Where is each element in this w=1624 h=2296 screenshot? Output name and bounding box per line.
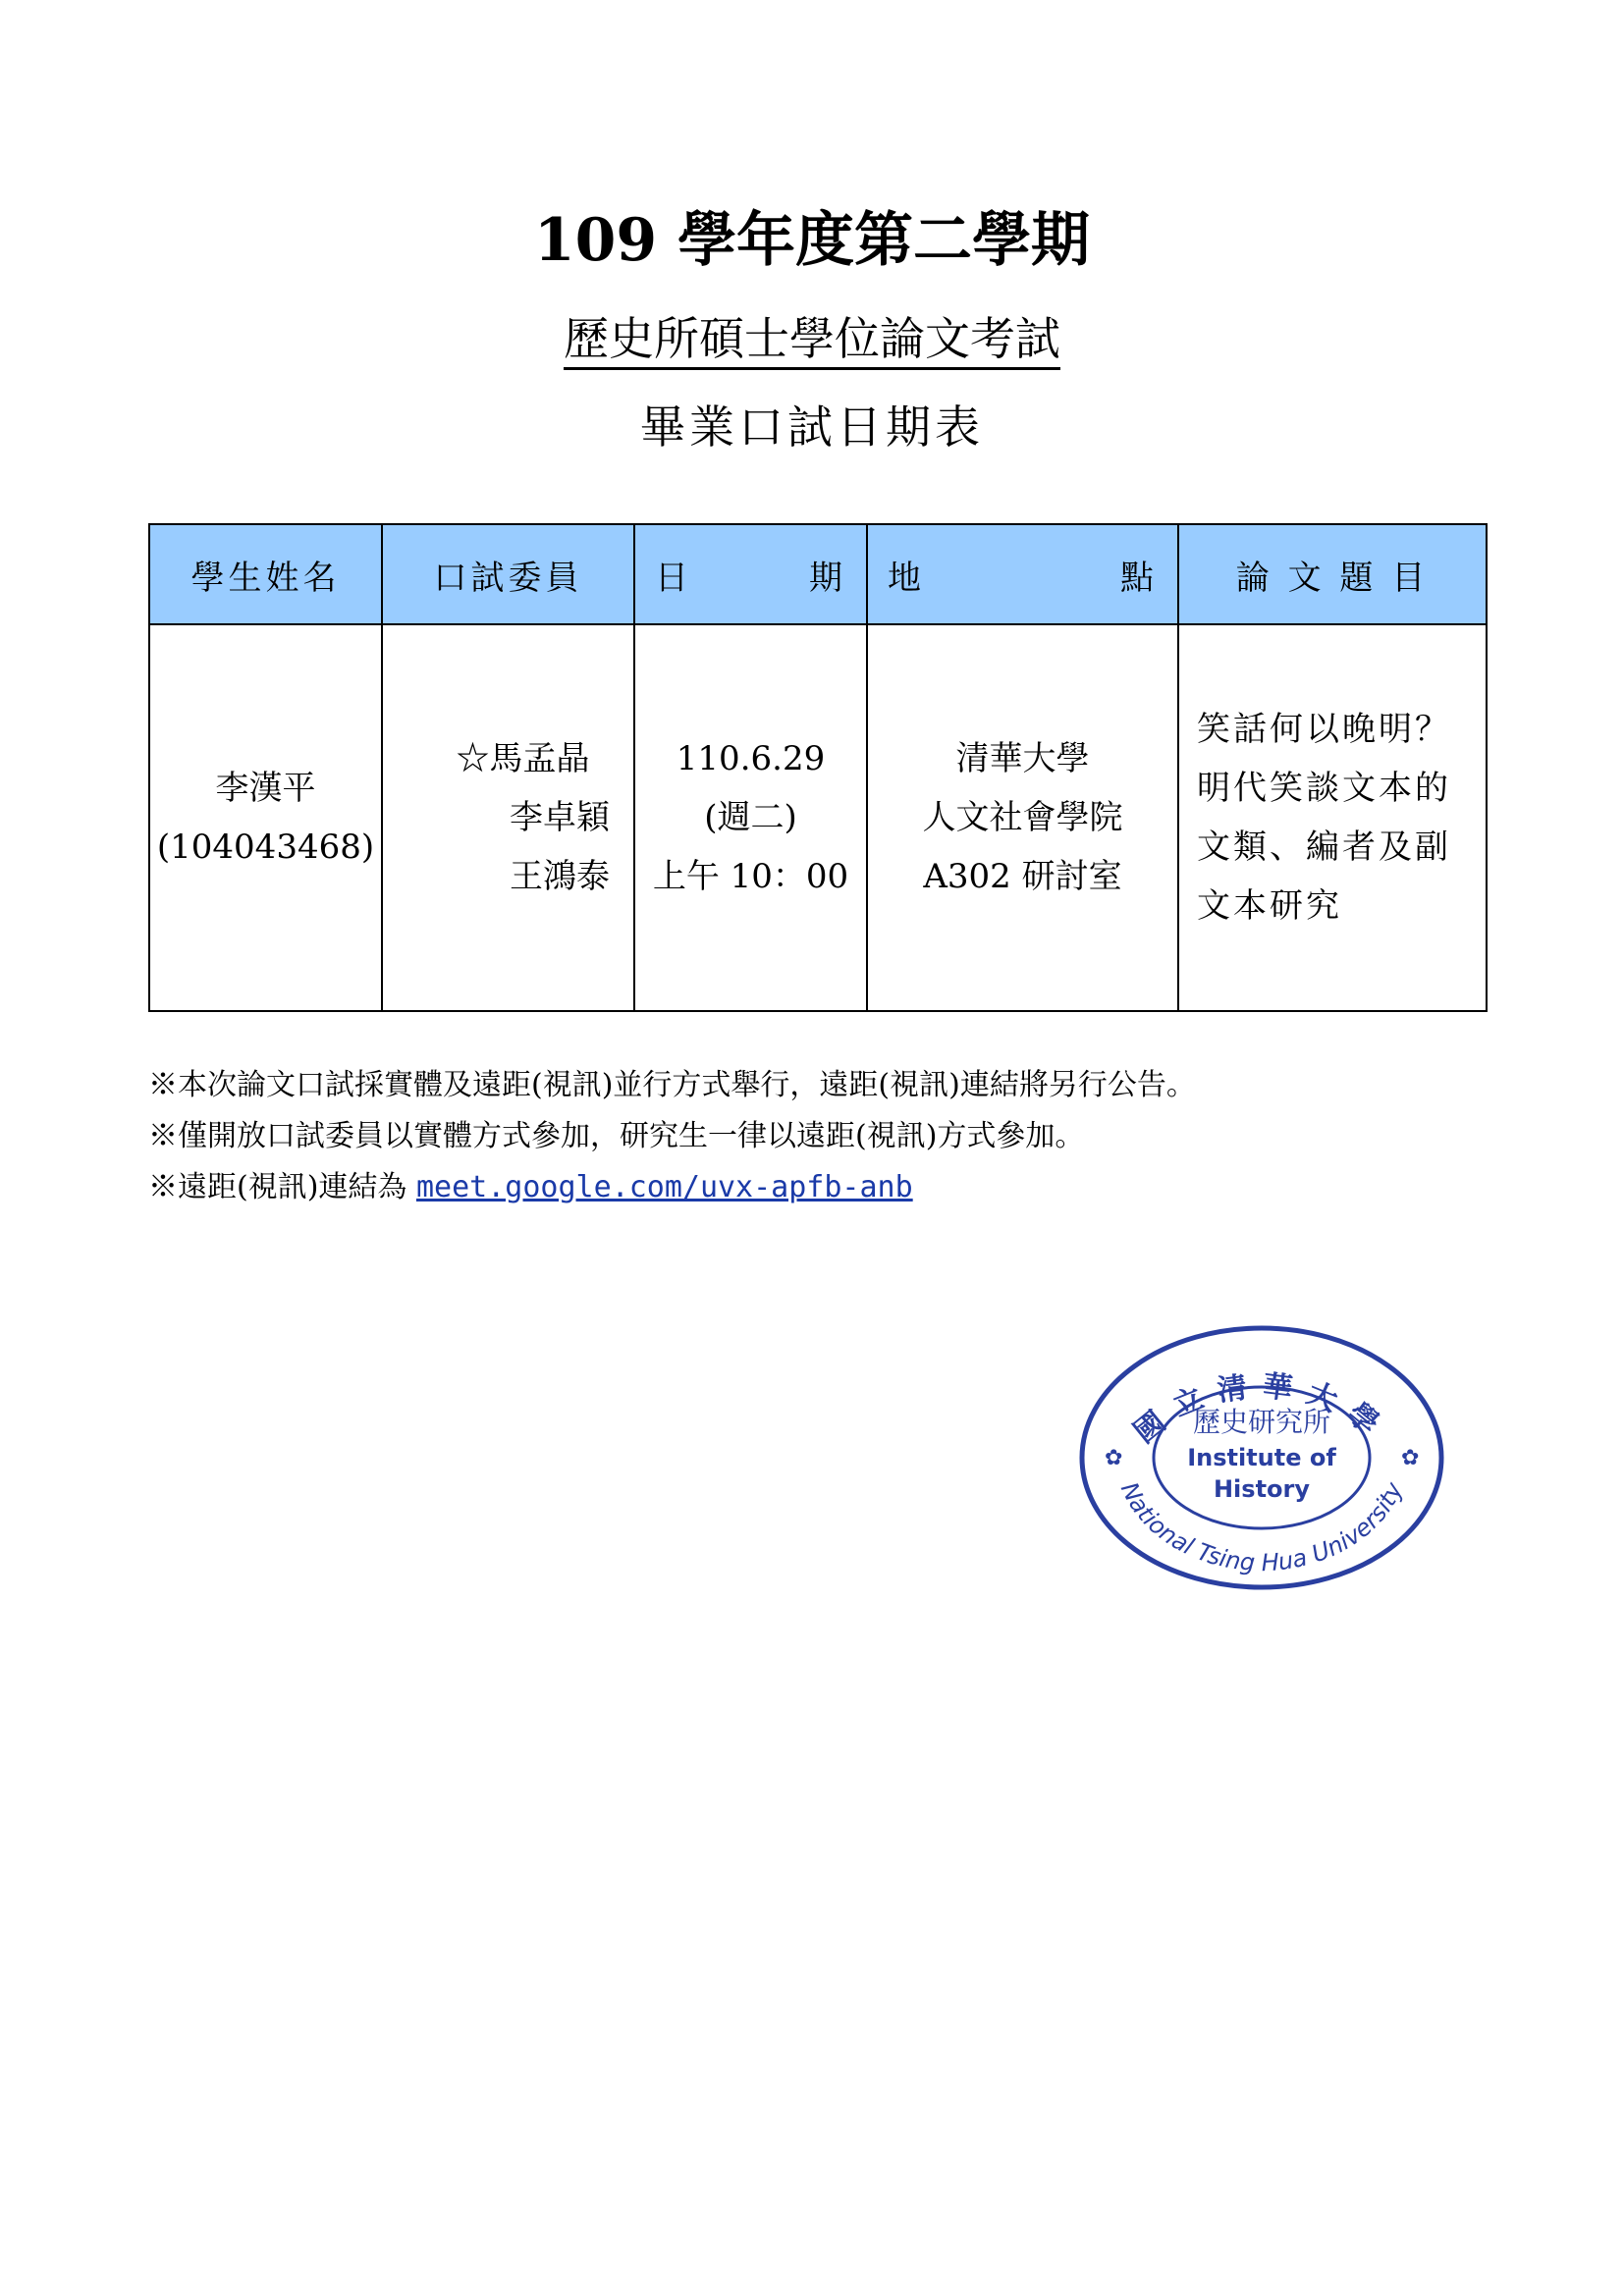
topic-line: 明代笑談文本的	[1197, 769, 1451, 808]
document-subtitle	[0, 309, 1624, 368]
plum-blossom-icon: ✿	[1401, 1446, 1420, 1470]
topic-line: 笑話何以晚明？	[1197, 710, 1451, 749]
note-prefix: ※遠距(視訊)連結為	[148, 1170, 416, 1204]
seal-top-text: 國立清華大學	[1127, 1368, 1396, 1451]
exam-time: 上午 10：00	[652, 857, 849, 896]
table-header-row	[149, 524, 1487, 624]
place-line: A302 研討室	[923, 857, 1122, 896]
page-title: 109 學年度第二學期	[533, 206, 1091, 275]
plum-blossom-icon: ✿	[1105, 1446, 1123, 1470]
student-id: (104043468)	[156, 828, 375, 867]
notes	[148, 1060, 1196, 1213]
header-date-right: 期	[809, 558, 846, 598]
header-place-left: 地	[888, 558, 925, 598]
committee-member: 李卓穎	[510, 798, 610, 837]
meeting-link[interactable]: meet.google.com/uvx-apfb-anb	[415, 1170, 913, 1204]
place-line: 清華大學	[955, 739, 1090, 778]
seal-bottom-text: National Tsing Hua University	[1114, 1477, 1409, 1577]
exam-weekday: (週二)	[704, 798, 797, 837]
header-committee: 口試委員	[382, 524, 634, 624]
header-place-right: 點	[1120, 558, 1158, 598]
header-student: 學生姓名	[149, 524, 382, 624]
header-date-left: 日	[655, 558, 692, 598]
schedule-heading: 畢業口試日期表	[640, 400, 984, 454]
schedule-table	[148, 523, 1488, 1012]
committee-member: 王鴻泰	[510, 857, 610, 896]
cell-committee	[382, 624, 634, 1011]
committee-member: ☆馬孟晶	[456, 739, 590, 778]
cell-place	[867, 624, 1178, 1011]
note-line: ※本次論文口試採實體及遠距(視訊)並行方式舉行，遠距(視訊)連結將另行公告。	[148, 1068, 1196, 1102]
header-date	[634, 524, 867, 624]
cell-date	[634, 624, 867, 1011]
cell-topic	[1178, 624, 1487, 1011]
topic-line: 文類、編者及副	[1197, 828, 1451, 867]
table-row	[149, 624, 1487, 1011]
note-line: ※僅開放口試委員以實體方式參加，研究生一律以遠距(視訊)方式參加。	[148, 1119, 1085, 1153]
topic-line: 文本研究	[1197, 886, 1342, 926]
seal-center-en-1: Institute of	[1187, 1444, 1336, 1471]
note-line	[148, 1162, 1196, 1213]
place-line: 人文社會學院	[922, 798, 1123, 837]
exam-date: 110.6.29	[676, 739, 826, 778]
header-topic: 論 文 題 目	[1178, 524, 1487, 624]
cell-student	[149, 624, 382, 1011]
header-place	[867, 524, 1178, 624]
institute-seal	[1070, 1315, 1453, 1600]
seal-center-cn: 歷史研究所	[1192, 1406, 1331, 1438]
student-name: 李漢平	[215, 769, 316, 808]
seal-center-en-2: History	[1213, 1475, 1311, 1503]
subtitle-text: 歷史所碩士學位論文考試	[564, 312, 1060, 370]
